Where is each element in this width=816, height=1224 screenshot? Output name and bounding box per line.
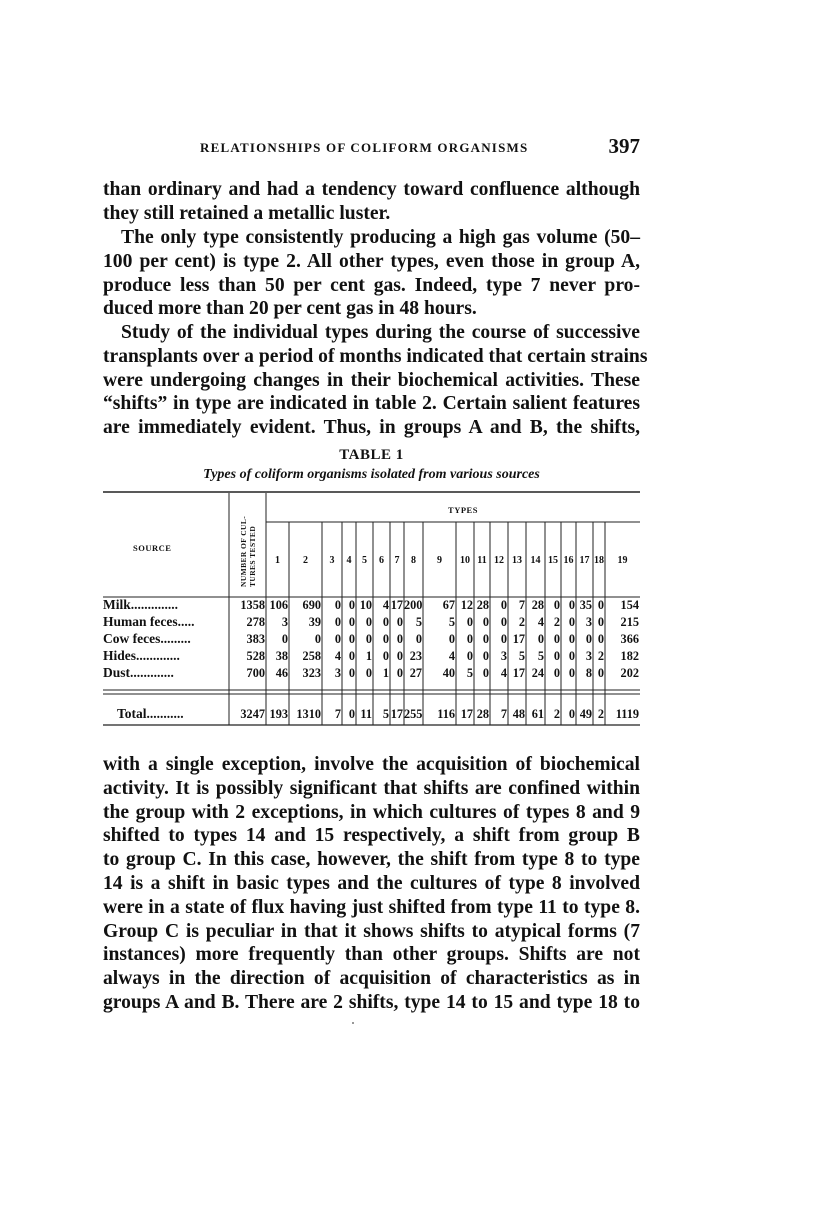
row-value: 23 xyxy=(409,649,422,663)
type-column-header: 3 xyxy=(329,555,335,566)
row-value: 40 xyxy=(442,666,455,680)
type-column-header: 1 xyxy=(275,555,280,566)
row-value: 0 xyxy=(500,632,507,646)
row-value: 0 xyxy=(396,649,403,663)
text-line: were in a state of flux having just shifted from type 11 to type 8. xyxy=(103,896,640,918)
row-value: 0 xyxy=(382,649,389,663)
row-value: 0 xyxy=(597,615,604,629)
row-source: Milk.............. xyxy=(103,597,179,612)
total-value: 17 xyxy=(460,707,473,721)
text-line: The only type consistently producing a high gas volume (50– xyxy=(121,227,640,248)
text-line: instances) more frequently than other groups. Shifts are not xyxy=(103,944,640,966)
row-value: 38 xyxy=(275,649,288,663)
source-header: SOURCE xyxy=(133,543,172,553)
total-value: 7 xyxy=(500,707,507,721)
text-line: Group C is peculiar in that it shows shifts to atypical forms (7 xyxy=(103,920,640,942)
row-value: 0 xyxy=(365,666,372,680)
row-value: 2 xyxy=(597,649,604,663)
text-line: with a single exception, involve the acquisition of biochemical xyxy=(103,754,640,775)
paragraph-3 xyxy=(103,321,648,440)
total-value: 1310 xyxy=(296,707,321,721)
row-value: 0 xyxy=(537,632,544,646)
row-value: 0 xyxy=(553,666,560,680)
row-value: 3 xyxy=(281,615,288,629)
row-value: 0 xyxy=(568,598,575,612)
total-value: 116 xyxy=(437,707,455,721)
row-value: 0 xyxy=(334,632,341,646)
row-value: 12 xyxy=(460,598,473,612)
running-head-title: RELATIONSHIPS OF COLIFORM ORGANISMS xyxy=(200,140,529,155)
row-value: 10 xyxy=(359,598,372,612)
text-line: activity. It is possibly significant that shifts are confined within xyxy=(103,777,640,799)
row-value: 7 xyxy=(518,598,525,612)
total-value: 7 xyxy=(334,707,341,721)
type-column-header: 8 xyxy=(411,555,416,566)
type-column-header: 5 xyxy=(362,555,367,566)
row-value: 0 xyxy=(348,632,355,646)
text-line: the group with 2 exceptions, in which cultures of types 8 and 9 xyxy=(103,801,640,823)
row-value: 0 xyxy=(568,649,575,663)
text-line: always in the direction of acquisition of characteristics as in xyxy=(103,968,640,990)
row-value: 0 xyxy=(348,666,355,680)
row-value: 323 xyxy=(302,666,321,680)
data-table xyxy=(103,491,640,731)
text-line: duced more than 20 per cent gas in 48 hours. xyxy=(103,298,477,320)
type-column-header: 4 xyxy=(346,555,352,566)
row-value: 0 xyxy=(553,649,560,663)
row-value: 0 xyxy=(500,615,507,629)
row-value: 0 xyxy=(415,632,422,646)
row-value: 39 xyxy=(308,615,321,629)
row-value: 0 xyxy=(482,649,489,663)
row-value: 3 xyxy=(585,615,592,629)
row-value: 5 xyxy=(537,649,544,663)
row-value: 28 xyxy=(531,598,544,612)
row-value: 182 xyxy=(620,649,639,663)
row-source: Cow feces......... xyxy=(103,631,191,646)
row-value: 0 xyxy=(553,598,560,612)
row-value: 3 xyxy=(500,649,507,663)
row-value: 4 xyxy=(500,666,507,680)
row-value: 0 xyxy=(466,632,473,646)
row-tested: 278 xyxy=(246,615,265,629)
text-line: they still retained a metallic luster. xyxy=(103,202,391,224)
row-value: 0 xyxy=(448,632,455,646)
row-value: 0 xyxy=(396,615,403,629)
row-value: 4 xyxy=(334,649,341,663)
row-value: 0 xyxy=(585,632,592,646)
total-value: 11 xyxy=(360,707,372,721)
total-value: 193 xyxy=(269,707,288,721)
row-value: 0 xyxy=(568,632,575,646)
text-line: Study of the individual types during the course of successive xyxy=(121,322,640,343)
row-value: 0 xyxy=(396,666,403,680)
text-line: to group C. In this case, however, the shift from type 8 to type xyxy=(103,849,640,871)
total-value: 61 xyxy=(531,707,544,721)
type-column-header: 18 xyxy=(594,555,604,566)
total-value: 28 xyxy=(476,707,489,721)
row-value: 0 xyxy=(500,598,507,612)
row-value: 2 xyxy=(553,615,560,629)
row-value: 215 xyxy=(620,615,639,629)
total-value: 17 xyxy=(390,707,403,721)
type-column-header: 7 xyxy=(394,555,400,566)
type-column-header: 17 xyxy=(579,555,590,566)
row-value: 106 xyxy=(269,598,288,612)
row-value: 3 xyxy=(585,649,592,663)
row-value: 0 xyxy=(568,615,575,629)
total-value: 0 xyxy=(348,707,355,721)
row-value: 0 xyxy=(466,615,473,629)
row-value: 1 xyxy=(365,649,372,663)
row-value: 0 xyxy=(365,615,372,629)
row-value: 690 xyxy=(302,598,321,612)
row-value: 4 xyxy=(382,598,389,612)
row-value: 0 xyxy=(382,632,389,646)
row-value: 67 xyxy=(442,598,455,612)
row-value: 0 xyxy=(568,666,575,680)
row-value: 5 xyxy=(466,666,473,680)
row-value: 0 xyxy=(314,632,321,646)
row-value: 0 xyxy=(597,632,604,646)
row-value: 2 xyxy=(518,615,525,629)
row-value: 0 xyxy=(482,632,489,646)
row-value: 154 xyxy=(620,598,639,612)
table-title: Types of coliform organisms isolated from various sources xyxy=(203,467,540,482)
row-value: 0 xyxy=(553,632,560,646)
text-line: “shifts” in type are indicated in table 2. Certain salient features xyxy=(103,393,640,415)
row-value: 1 xyxy=(382,666,389,680)
paragraph-1 xyxy=(103,178,640,226)
total-value: 5 xyxy=(382,707,389,721)
row-tested: 700 xyxy=(246,666,265,680)
tested-header: NUMBER OF CUL- TURES TESTED xyxy=(239,515,257,587)
row-value: 0 xyxy=(334,598,341,612)
type-column-header: 10 xyxy=(460,555,470,566)
type-column-header: 6 xyxy=(379,555,384,566)
row-value: 366 xyxy=(620,632,639,646)
row-value: 17 xyxy=(390,598,403,612)
row-value: 3 xyxy=(334,666,341,680)
stray-mark xyxy=(352,1022,354,1024)
total-value: 2 xyxy=(597,707,604,721)
row-value: 24 xyxy=(531,666,544,680)
total-tested: 3247 xyxy=(240,707,265,721)
row-value: 0 xyxy=(348,615,355,629)
row-value: 0 xyxy=(348,598,355,612)
table-label: TABLE 1 xyxy=(339,447,404,463)
row-value: 27 xyxy=(409,666,422,680)
row-value: 0 xyxy=(482,615,489,629)
row-value: 0 xyxy=(281,632,288,646)
text-line: are immediately evident. Thus, in groups A and B, the shifts, xyxy=(103,417,640,439)
page-number: 397 xyxy=(608,134,640,158)
type-column-header: 12 xyxy=(494,555,504,566)
row-value: 0 xyxy=(396,632,403,646)
row-tested: 383 xyxy=(246,632,265,646)
row-source: Hides............. xyxy=(103,648,180,663)
total-value: 2 xyxy=(553,707,560,721)
row-value: 0 xyxy=(348,649,355,663)
text-line: transplants over a period of months indicated that certain strains xyxy=(103,345,648,367)
row-value: 0 xyxy=(597,666,604,680)
row-value: 0 xyxy=(466,649,473,663)
total-value: 48 xyxy=(512,707,525,721)
total-source: Total........... xyxy=(117,706,184,721)
text-line: were undergoing changes in their biochemical activities. These xyxy=(103,369,640,391)
paragraph-2 xyxy=(103,226,640,321)
type-column-header: 16 xyxy=(563,555,574,566)
type-column-header: 15 xyxy=(548,555,558,566)
total-value: 0 xyxy=(568,707,575,721)
row-tested: 528 xyxy=(246,649,265,663)
row-value: 202 xyxy=(620,666,639,680)
row-tested: 1358 xyxy=(240,598,265,612)
row-value: 5 xyxy=(518,649,525,663)
type-column-header: 13 xyxy=(512,555,522,566)
type-column-header: 2 xyxy=(303,555,308,566)
row-value: 46 xyxy=(275,666,288,680)
total-value: 1119 xyxy=(615,707,639,721)
row-value: 0 xyxy=(597,598,604,612)
type-column-header: 14 xyxy=(530,555,541,566)
row-value: 0 xyxy=(365,632,372,646)
type-column-header: 19 xyxy=(617,555,628,566)
row-value: 258 xyxy=(302,649,321,663)
row-source: Human feces..... xyxy=(103,614,195,629)
row-value: 5 xyxy=(415,615,422,629)
row-value: 8 xyxy=(585,666,592,680)
running-head xyxy=(103,134,640,162)
text-line: produce less than 50 per cent gas. Indeed, type 7 never pro- xyxy=(103,274,640,296)
type-column-header: 11 xyxy=(477,555,487,566)
row-value: 4 xyxy=(448,649,455,663)
text-line: groups A and B. There are 2 shifts, type 14 to 15 and type 18 to xyxy=(103,991,640,1013)
total-value: 255 xyxy=(404,707,423,721)
row-value: 0 xyxy=(482,666,489,680)
row-value: 0 xyxy=(382,615,389,629)
text-line: than ordinary and had a tendency toward confluence although xyxy=(103,179,640,200)
type-column-header: 9 xyxy=(437,555,442,566)
row-source: Dust............. xyxy=(103,665,174,680)
types-header: TYPES xyxy=(448,505,478,515)
text-line: 14 is a shift in basic types and the cultures of type 8 involved xyxy=(103,872,640,894)
row-value: 17 xyxy=(512,632,525,646)
row-value: 28 xyxy=(476,598,489,612)
row-value: 5 xyxy=(448,615,455,629)
row-value: 17 xyxy=(512,666,525,680)
row-value: 4 xyxy=(537,615,544,629)
paragraph-4 xyxy=(103,753,640,1015)
row-value: 200 xyxy=(404,598,423,612)
row-value: 35 xyxy=(579,598,592,612)
text-line: shifted to types 14 and 15 respectively, a shift from group B xyxy=(103,825,640,847)
text-line: 100 per cent) is type 2. All other types, even those in group A, xyxy=(103,250,640,272)
row-value: 0 xyxy=(334,615,341,629)
total-value: 49 xyxy=(579,707,592,721)
